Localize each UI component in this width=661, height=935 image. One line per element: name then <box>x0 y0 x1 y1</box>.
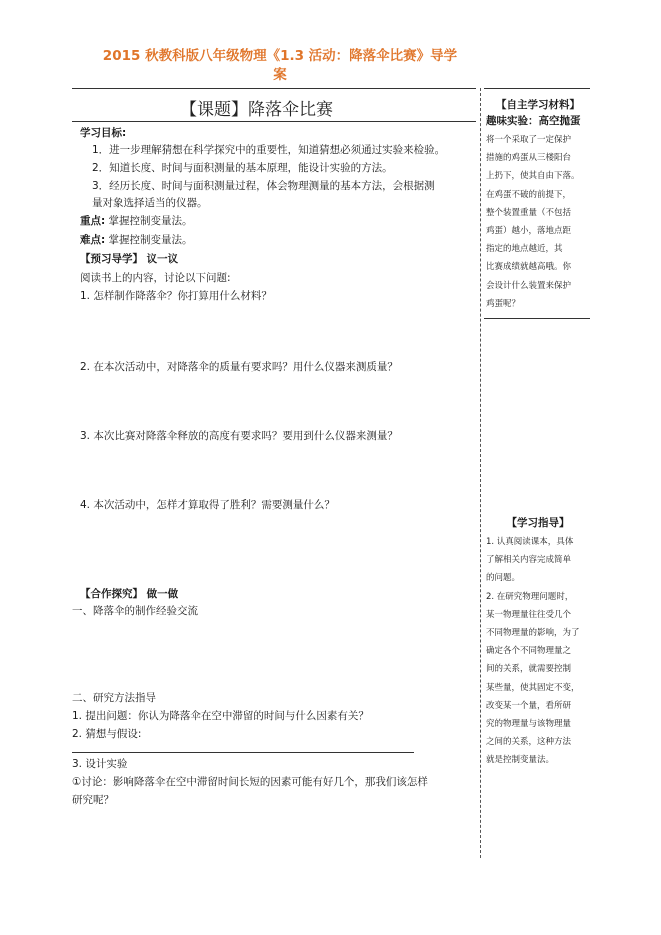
sidebar-section-rule <box>484 318 590 319</box>
difficulty-text: 掌握控制变量法。 <box>108 234 193 246</box>
guide-line: 之间的关系，这种方法 <box>486 737 572 748</box>
fun-line: 措施的鸡蛋从三楼阳台 <box>486 153 572 164</box>
guide-line: 1. 认真阅读课本，具体 <box>486 537 574 547</box>
cooperate-heading-bracket: 【合作探究】 <box>80 588 143 600</box>
preview-intro: 阅读书上的内容，讨论以下问题: <box>80 272 231 284</box>
preview-question: 3. 本次比赛对降落伞释放的高度有要求吗？要用到什么仪器来测量？ <box>80 430 398 442</box>
preview-heading-action: 议一议 <box>146 253 179 265</box>
hypothesis-answer-line <box>72 752 414 753</box>
goals-label: 学习目标: <box>80 127 127 139</box>
fun-line: 将一个采取了一定保护 <box>486 135 572 145</box>
fun-line: 鸡蛋呢？ <box>486 298 521 309</box>
fun-line: 鸡蛋）越小，落地点距 <box>486 226 572 237</box>
preview-heading-bracket: 【预习导学】 <box>80 253 143 265</box>
guide-line: 了解相关内容完成简单 <box>486 555 572 566</box>
fun-line: 上扔下，使其自由下落。 <box>486 171 580 182</box>
lesson-title: 【课题】降落伞比赛 <box>180 100 333 120</box>
preview-question: 4. 本次活动中，怎样才算取得了胜利？需要测量什么？ <box>80 499 335 511</box>
guide-line: 究的物理量与该物理量 <box>486 719 572 730</box>
difficulty-label: 难点: <box>80 234 106 246</box>
fun-line: 在鸡蛋不破的前提下， <box>486 189 572 200</box>
fun-line: 比赛成绩就越高哦。你 <box>486 262 572 273</box>
document-title-line1: 2015 秋教科版八年级物理《1.3 活动：降落伞比赛》导学 <box>102 48 458 64</box>
guide-line: 确定各个不同物理量之 <box>486 646 572 657</box>
guide-line: 改变某一个量，看所研 <box>486 700 572 711</box>
fun-line: 会设计什么装置来保护 <box>486 280 572 291</box>
fun-line: 整个装置重量（不包括 <box>486 207 572 218</box>
study-guide-text <box>486 533 592 770</box>
goal-line: 1．进一步理解猜想在科学探究中的重要性，知道猜想必须通过实验来检验。 <box>92 144 446 156</box>
cooperate-question-1: 1. 提出问题：你认为降落伞在空中滞留的时间与什么因素有关？ <box>72 710 369 722</box>
discussion-line: ①讨论：影响降落伞在空中滞留时间长短的因素可能有好几个，那我们该怎样 <box>72 776 428 788</box>
key-text: 掌握控制变量法。 <box>108 215 193 227</box>
guide-line: 间的关系，就需要控制 <box>486 664 572 675</box>
column-divider <box>480 88 481 858</box>
key-point <box>80 214 193 229</box>
preview-question: 1. 怎样制作降落伞？你打算用什么材料？ <box>80 290 272 302</box>
sidebar-top-rule <box>484 88 590 89</box>
fun-experiment-text <box>486 131 592 313</box>
preview-heading <box>80 252 178 267</box>
guide-line: 就是控制变量法。 <box>486 755 555 766</box>
guide-line: 某些量，使其固定不变， <box>486 682 580 693</box>
cooperate-part2: 二、研究方法指导 <box>72 692 156 704</box>
guide-line: 不同物理量的影响，为了 <box>486 628 580 639</box>
document-title <box>80 47 480 85</box>
discussion-line: 研究呢？ <box>72 794 114 806</box>
guide-line: 2. 在研究物理问题时， <box>486 591 574 602</box>
cooperate-heading-action: 做一做 <box>146 588 179 600</box>
cooperate-heading <box>80 587 178 602</box>
cooperate-question-2: 2. 猜想与假设: <box>72 728 142 740</box>
difficulty-point <box>80 233 193 248</box>
self-study-heading: 【自主学习材料】 <box>496 99 580 111</box>
cooperate-part1: 一、降落伞的制作经验交流 <box>72 605 198 617</box>
preview-question: 2. 在本次活动中，对降落伞的质量有要求吗？用什么仪器来测质量？ <box>80 361 398 373</box>
guide-line: 某一物理量往往受几个 <box>486 609 572 620</box>
goal-line: 2．知道长度、时间与面积测量的基本原理，能设计实验的方法。 <box>92 162 393 174</box>
cooperate-question-3: 3. 设计实验 <box>72 758 128 770</box>
under-title-rule <box>72 121 476 122</box>
guide-line: 的问题。 <box>486 573 521 584</box>
main-top-rule <box>72 88 476 89</box>
fun-experiment-label: 趣味实验：高空抛蛋 <box>486 115 581 127</box>
study-guide-heading: 【学习指导】 <box>506 517 570 529</box>
goal-line: 3．经历长度、时间与面积测量过程，体会物理测量的基本方法，会根据测 <box>92 180 435 192</box>
fun-line: 指定的地点越近，其 <box>486 244 563 255</box>
key-label: 重点: <box>80 215 106 227</box>
goal-line: 量对象选择适当的仪器。 <box>92 197 208 209</box>
document-title-line2: 案 <box>273 67 287 83</box>
